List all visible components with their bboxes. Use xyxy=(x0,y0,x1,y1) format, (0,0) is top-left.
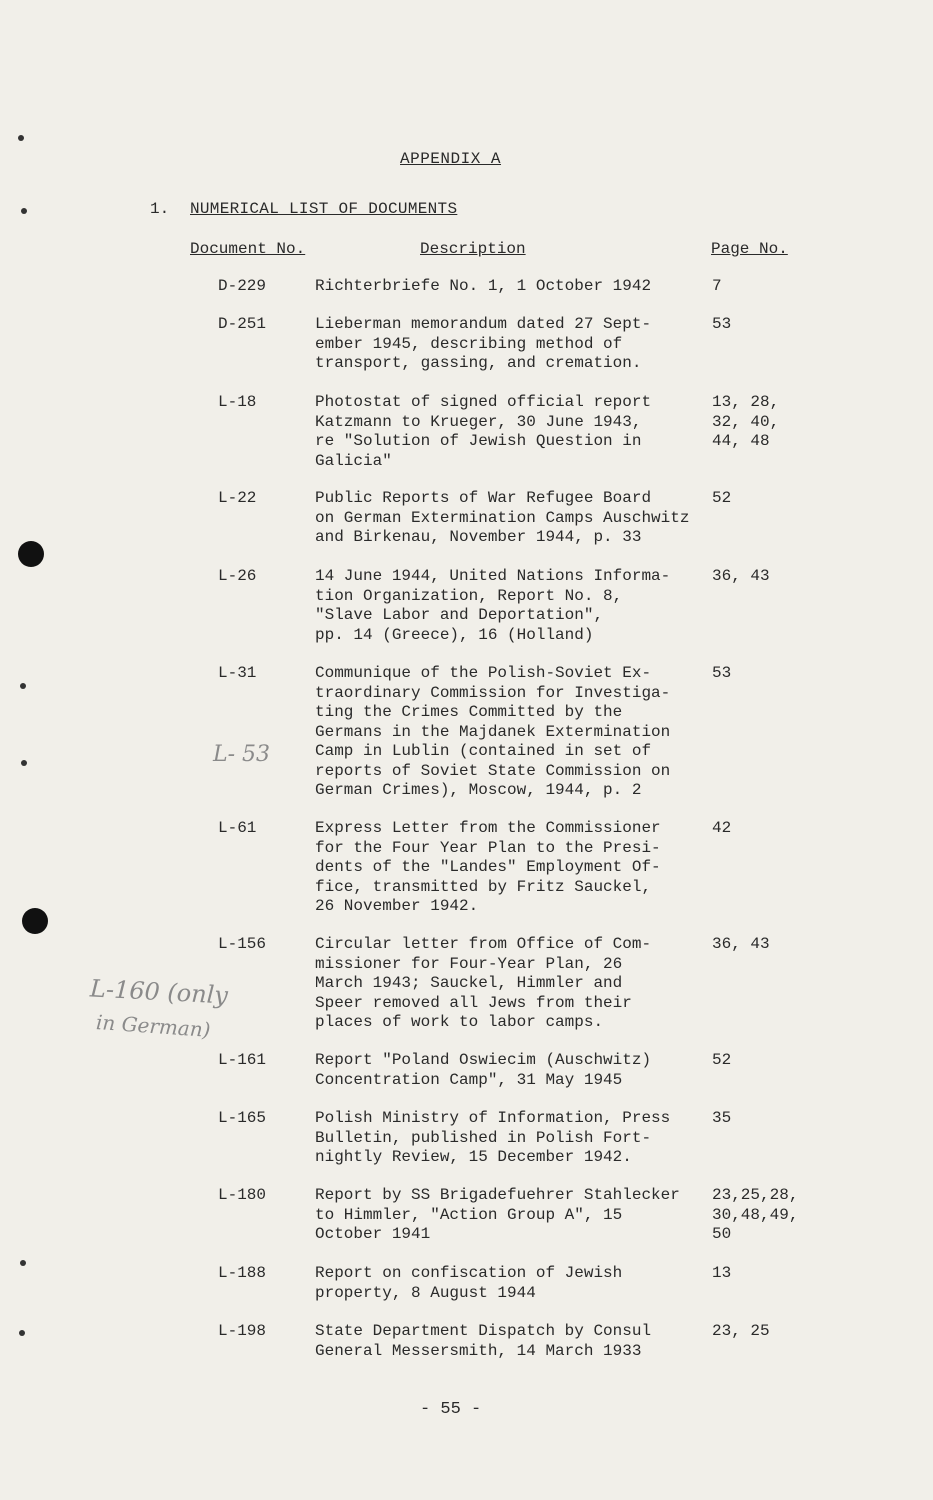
page-reference-line: 53 xyxy=(712,315,732,333)
binding-dot xyxy=(20,683,26,689)
description-line: missioner for Four-Year Plan, 26 xyxy=(315,954,623,973)
description-line: on German Extermination Camps Auschwitz xyxy=(315,508,690,527)
page-reference-line: 7 xyxy=(712,277,722,295)
document-number: L-161 xyxy=(218,1051,267,1069)
page-number: - 55 - xyxy=(420,1400,482,1419)
handwritten-note-l160-line2: in German) xyxy=(95,1010,212,1042)
description-line: re "Solution of Jewish Question in xyxy=(315,432,642,450)
description-line: October 1941 xyxy=(315,1225,431,1243)
description-line: fice, transmitted by Fritz Sauckel, xyxy=(315,877,652,896)
document-description xyxy=(315,1322,705,1361)
page-reference-line: 13, 28, xyxy=(712,393,780,411)
page-reference-line: 35 xyxy=(712,1109,732,1127)
page-reference-line: 44, 48 xyxy=(712,432,770,450)
page-reference-line: 32, 40, xyxy=(712,412,780,431)
page-reference-line: 52 xyxy=(712,489,732,507)
section-title: NUMERICAL LIST OF DOCUMENTS xyxy=(190,200,458,218)
page-reference-line: 42 xyxy=(712,819,732,837)
handwritten-note-l160-line1: L-160 (only xyxy=(89,974,229,1010)
description-line: pp. 14 (Greece), 16 (Holland) xyxy=(315,625,594,644)
page-reference-line: 52 xyxy=(712,1051,732,1069)
binding-dot xyxy=(19,1330,25,1336)
description-line: and Birkenau, November 1944, p. 33 xyxy=(315,528,642,546)
document-number: L-156 xyxy=(218,935,267,953)
document-number: L-188 xyxy=(218,1264,267,1282)
description-line: Express Letter from the Commissioner xyxy=(315,819,661,837)
document-number: L-22 xyxy=(218,489,257,507)
column-header-page: Page No. xyxy=(711,240,788,258)
description-line: ting the Crimes Committed by the xyxy=(315,703,623,721)
description-line: Communique of the Polish-Soviet Ex- xyxy=(315,664,652,682)
document-description xyxy=(315,664,705,801)
section-number: 1. xyxy=(150,200,170,218)
description-line: Camp in Lublin (contained in set of xyxy=(315,742,652,760)
description-line: Bulletin, published in Polish Fort- xyxy=(315,1128,652,1147)
page-reference-line: 23,25,28, xyxy=(712,1186,799,1204)
page-references xyxy=(712,1109,822,1129)
page-references xyxy=(712,393,822,452)
binding-dot xyxy=(21,208,27,214)
description-line: Richterbriefe No. 1, 1 October 1942 xyxy=(315,277,652,295)
page-references xyxy=(712,1322,822,1342)
page-references xyxy=(712,664,822,684)
binding-dot xyxy=(18,135,24,141)
document-number: D-251 xyxy=(218,315,267,333)
document-description xyxy=(315,1186,705,1245)
document-number: L-61 xyxy=(218,819,257,837)
page-references xyxy=(712,315,822,335)
description-line: Report by SS Brigadefuehrer Stahlecker xyxy=(315,1186,680,1204)
page-reference-line: 53 xyxy=(712,664,732,682)
description-line: Circular letter from Office of Com- xyxy=(315,935,652,953)
description-line: Polish Ministry of Information, Press xyxy=(315,1109,671,1127)
page-references xyxy=(712,489,822,509)
document-description xyxy=(315,935,705,1033)
page-reference-line: 23, 25 xyxy=(712,1322,770,1340)
binding-dot xyxy=(20,1260,26,1266)
punch-hole-lower xyxy=(22,908,48,934)
document-description xyxy=(315,567,705,645)
description-line: Galicia" xyxy=(315,451,392,470)
column-header-document: Document No. xyxy=(190,240,306,258)
description-line: March 1943; Sauckel, Himmler and xyxy=(315,974,623,992)
document-description xyxy=(315,277,705,297)
document-number: L-180 xyxy=(218,1186,267,1204)
document-number: L-165 xyxy=(218,1109,267,1127)
description-line: ember 1945, describing method of xyxy=(315,334,623,353)
description-line: 14 June 1944, United Nations Informa- xyxy=(315,567,671,585)
description-line: Report on confiscation of Jewish xyxy=(315,1264,623,1282)
document-description xyxy=(315,315,705,374)
document-description xyxy=(315,393,705,471)
description-line: German Crimes), Moscow, 1944, p. 2 xyxy=(315,781,642,799)
page-reference-line: 30,48,49, xyxy=(712,1205,799,1224)
appendix-title: APPENDIX A xyxy=(400,150,502,168)
page-references xyxy=(712,567,822,587)
document-number: L-31 xyxy=(218,664,257,682)
section-heading xyxy=(150,200,457,218)
description-line: to Himmler, "Action Group A", 15 xyxy=(315,1205,623,1224)
page-reference-line: 50 xyxy=(712,1225,732,1243)
description-line: traordinary Commission for Investiga- xyxy=(315,683,671,702)
page-references xyxy=(712,277,822,297)
document-description xyxy=(315,1109,705,1168)
description-line: transport, gassing, and cremation. xyxy=(315,354,642,372)
description-line: Speer removed all Jews from their xyxy=(315,993,632,1012)
description-line: dents of the "Landes" Employment Of- xyxy=(315,858,661,876)
description-line: reports of Soviet State Commission on xyxy=(315,761,671,780)
description-line: State Department Dispatch by Consul xyxy=(315,1322,652,1340)
page-reference-line: 36, 43 xyxy=(712,567,770,585)
document-number: L-18 xyxy=(218,393,257,411)
description-line: Katzmann to Krueger, 30 June 1943, xyxy=(315,412,642,431)
description-line: nightly Review, 15 December 1942. xyxy=(315,1148,632,1166)
document-description xyxy=(315,1051,705,1090)
page-reference-line: 36, 43 xyxy=(712,935,770,953)
description-line: for the Four Year Plan to the Presi- xyxy=(315,838,661,857)
handwritten-note-l53: L- 53 xyxy=(213,742,271,767)
description-line: Photostat of signed official report xyxy=(315,393,652,411)
document-number: L-26 xyxy=(218,567,257,585)
description-line: "Slave Labor and Deportation", xyxy=(315,606,604,624)
document-description xyxy=(315,1264,705,1303)
document-number: D-229 xyxy=(218,277,267,295)
binding-dot xyxy=(21,760,27,766)
document-number: L-198 xyxy=(218,1322,267,1340)
description-line: Germans in the Majdanek Extermination xyxy=(315,722,671,741)
description-line: places of work to labor camps. xyxy=(315,1013,604,1031)
description-line: property, 8 August 1944 xyxy=(315,1283,536,1302)
page-references xyxy=(712,1264,822,1284)
description-line: Public Reports of War Refugee Board xyxy=(315,489,652,507)
document-description xyxy=(315,819,705,917)
description-line: 26 November 1942. xyxy=(315,897,479,915)
description-line: General Messersmith, 14 March 1933 xyxy=(315,1341,642,1360)
description-line: tion Organization, Report No. 8, xyxy=(315,586,623,605)
page-reference-line: 13 xyxy=(712,1264,732,1282)
page-references xyxy=(712,935,822,955)
description-line: Lieberman memorandum dated 27 Sept- xyxy=(315,315,652,333)
page-references xyxy=(712,1186,822,1245)
page-references xyxy=(712,819,822,839)
description-line: Concentration Camp", 31 May 1945 xyxy=(315,1070,623,1089)
column-header-description: Description xyxy=(420,240,526,258)
description-line: Report "Poland Oswiecim (Auschwitz) xyxy=(315,1051,652,1069)
punch-hole-upper xyxy=(18,541,44,567)
page-references xyxy=(712,1051,822,1071)
document-description xyxy=(315,489,705,548)
